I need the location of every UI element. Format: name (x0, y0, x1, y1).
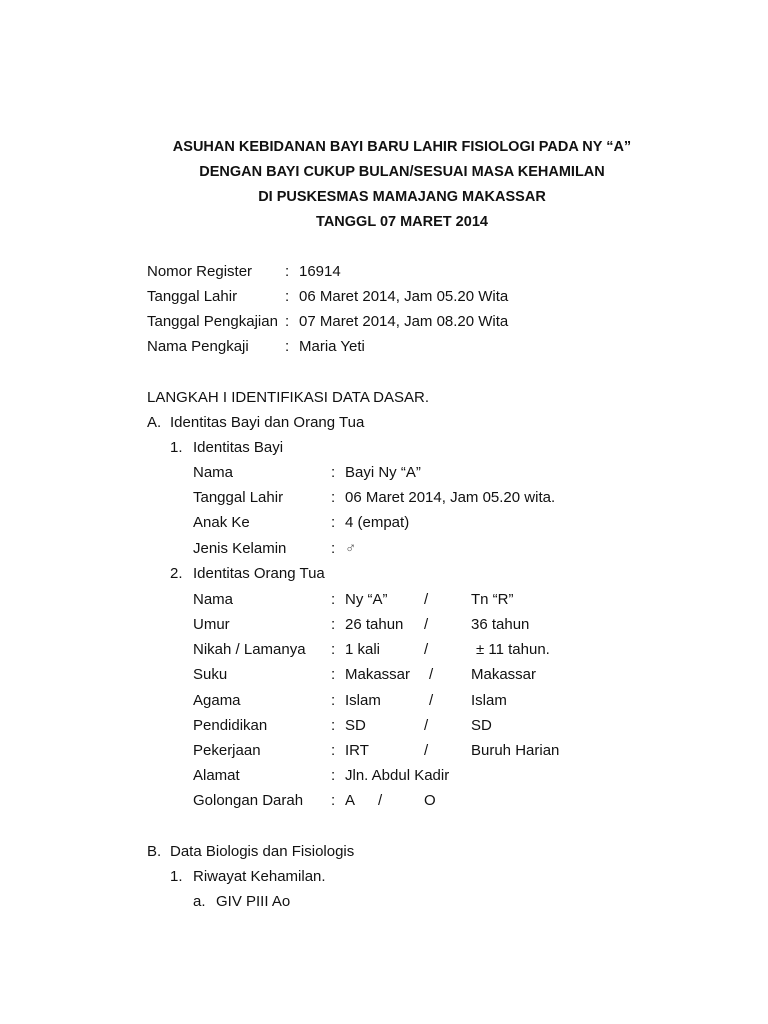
field-colon: : (331, 641, 336, 658)
title-line-1: ASUHAN KEBIDANAN BAYI BARU LAHIR FISIOLOGI PADA NY “A” (172, 139, 632, 155)
title-line-4: TANGGL 07 MARET 2014 (316, 214, 488, 230)
field-colon: : (331, 666, 336, 683)
parent-label-alamat: Alamat (193, 767, 240, 784)
baby-value-nama: Bayi Ny “A” (345, 464, 421, 481)
value-separator: / (429, 666, 434, 683)
value-separator: / (378, 792, 383, 809)
father-value-golongan-darah: O (424, 792, 436, 809)
field-value-tanggal-lahir: 06 Maret 2014, Jam 05.20 Wita (299, 288, 509, 305)
parent-label-agama: Agama (193, 692, 241, 709)
field-colon: : (331, 464, 336, 481)
baby-value-tanggal-lahir: 06 Maret 2014, Jam 05.20 wita. (345, 489, 556, 506)
field-colon: : (331, 767, 336, 784)
baby-label-jenis-kelamin: Jenis Kelamin (193, 540, 287, 557)
section-a-title: Identitas Bayi dan Orang Tua (170, 414, 365, 431)
baby-label-nama: Nama (193, 464, 234, 481)
subsection-b1a-title: GIV PIII Ao (216, 893, 291, 910)
male-symbol-icon: ♂ (345, 540, 357, 557)
mother-value-nama: Ny “A” (345, 591, 388, 608)
parent-label-suku: Suku (193, 666, 228, 683)
subsection-1-marker: 1. (170, 439, 183, 456)
mother-value-umur: 26 tahun (345, 616, 404, 633)
field-colon: : (331, 616, 336, 633)
value-separator: / (429, 692, 434, 709)
field-colon: : (331, 540, 336, 557)
father-value-agama: Islam (471, 692, 507, 709)
step-heading: LANGKAH I IDENTIFIKASI DATA DASAR. (147, 389, 430, 406)
value-separator: / (424, 616, 429, 633)
mother-value-agama: Islam (345, 692, 381, 709)
field-colon: : (285, 263, 290, 280)
father-value-suku: Makassar (471, 666, 537, 683)
mother-value-pendidikan: SD (345, 717, 366, 734)
subsection-b1-title: Riwayat Kehamilan. (193, 868, 326, 885)
subsection-b1a-marker: a. (193, 893, 206, 910)
father-value-nikah: ± 11 tahun. (476, 641, 550, 658)
field-value-nama-pengkaji: Maria Yeti (299, 338, 365, 355)
value-separator: / (424, 641, 429, 658)
subsection-b1-marker: 1. (170, 868, 183, 885)
field-value-nomor-register: 16914 (299, 263, 341, 280)
field-colon: : (331, 692, 336, 709)
field-colon: : (331, 591, 336, 608)
field-label-tanggal-lahir: Tanggal Lahir (147, 288, 238, 305)
baby-value-anak-ke: 4 (empat) (345, 514, 410, 531)
baby-label-anak-ke: Anak Ke (193, 514, 250, 531)
section-b-title: Data Biologis dan Fisiologis (170, 843, 355, 860)
title-line-3: DI PUSKESMAS MAMAJANG MAKASSAR (258, 189, 546, 205)
field-colon: : (285, 338, 290, 355)
father-value-pendidikan: SD (471, 717, 492, 734)
father-value-umur: 36 tahun (471, 616, 530, 633)
father-value-nama: Tn “R” (471, 591, 514, 608)
mother-value-suku: Makassar (345, 666, 411, 683)
subsection-1-title: Identitas Bayi (193, 439, 284, 456)
field-colon: : (331, 489, 336, 506)
field-value-tanggal-pengkajian: 07 Maret 2014, Jam 08.20 Wita (299, 313, 509, 330)
value-separator: / (424, 591, 429, 608)
title-line-2: DENGAN BAYI CUKUP BULAN/SESUAI MASA KEHAMILAN (199, 164, 605, 180)
subsection-2-marker: 2. (170, 565, 183, 582)
parent-label-umur: Umur (193, 616, 230, 633)
parent-label-pendidikan: Pendidikan (193, 717, 268, 734)
father-value-pekerjaan: Buruh Harian (471, 742, 560, 759)
value-separator: / (424, 717, 429, 734)
field-colon: : (285, 288, 290, 305)
section-b-marker: B. (147, 843, 162, 860)
field-colon: : (331, 742, 336, 759)
section-a-marker: A. (147, 414, 162, 431)
subsection-2-title: Identitas Orang Tua (193, 565, 325, 582)
mother-value-golongan-darah: A (345, 792, 356, 809)
field-colon: : (331, 717, 336, 734)
parent-label-pekerjaan: Pekerjaan (193, 742, 261, 759)
baby-label-tanggal-lahir: Tanggal Lahir (193, 489, 284, 506)
field-label-nomor-register: Nomor Register (147, 263, 253, 280)
field-label-nama-pengkaji: Nama Pengkaji (147, 338, 249, 355)
value-separator: / (424, 742, 429, 759)
parent-label-golongan-darah: Golongan Darah (193, 792, 304, 809)
field-colon: : (285, 313, 290, 330)
parent-value-alamat: Jln. Abdul Kadir (345, 767, 450, 784)
field-colon: : (331, 514, 336, 531)
field-colon: : (331, 792, 336, 809)
parent-label-nama: Nama (193, 591, 234, 608)
field-label-tanggal-pengkajian: Tanggal Pengkajian (147, 313, 278, 330)
mother-value-nikah: 1 kali (345, 641, 381, 658)
mother-value-pekerjaan: IRT (345, 742, 369, 759)
parent-label-nikah: Nikah / Lamanya (193, 641, 306, 658)
